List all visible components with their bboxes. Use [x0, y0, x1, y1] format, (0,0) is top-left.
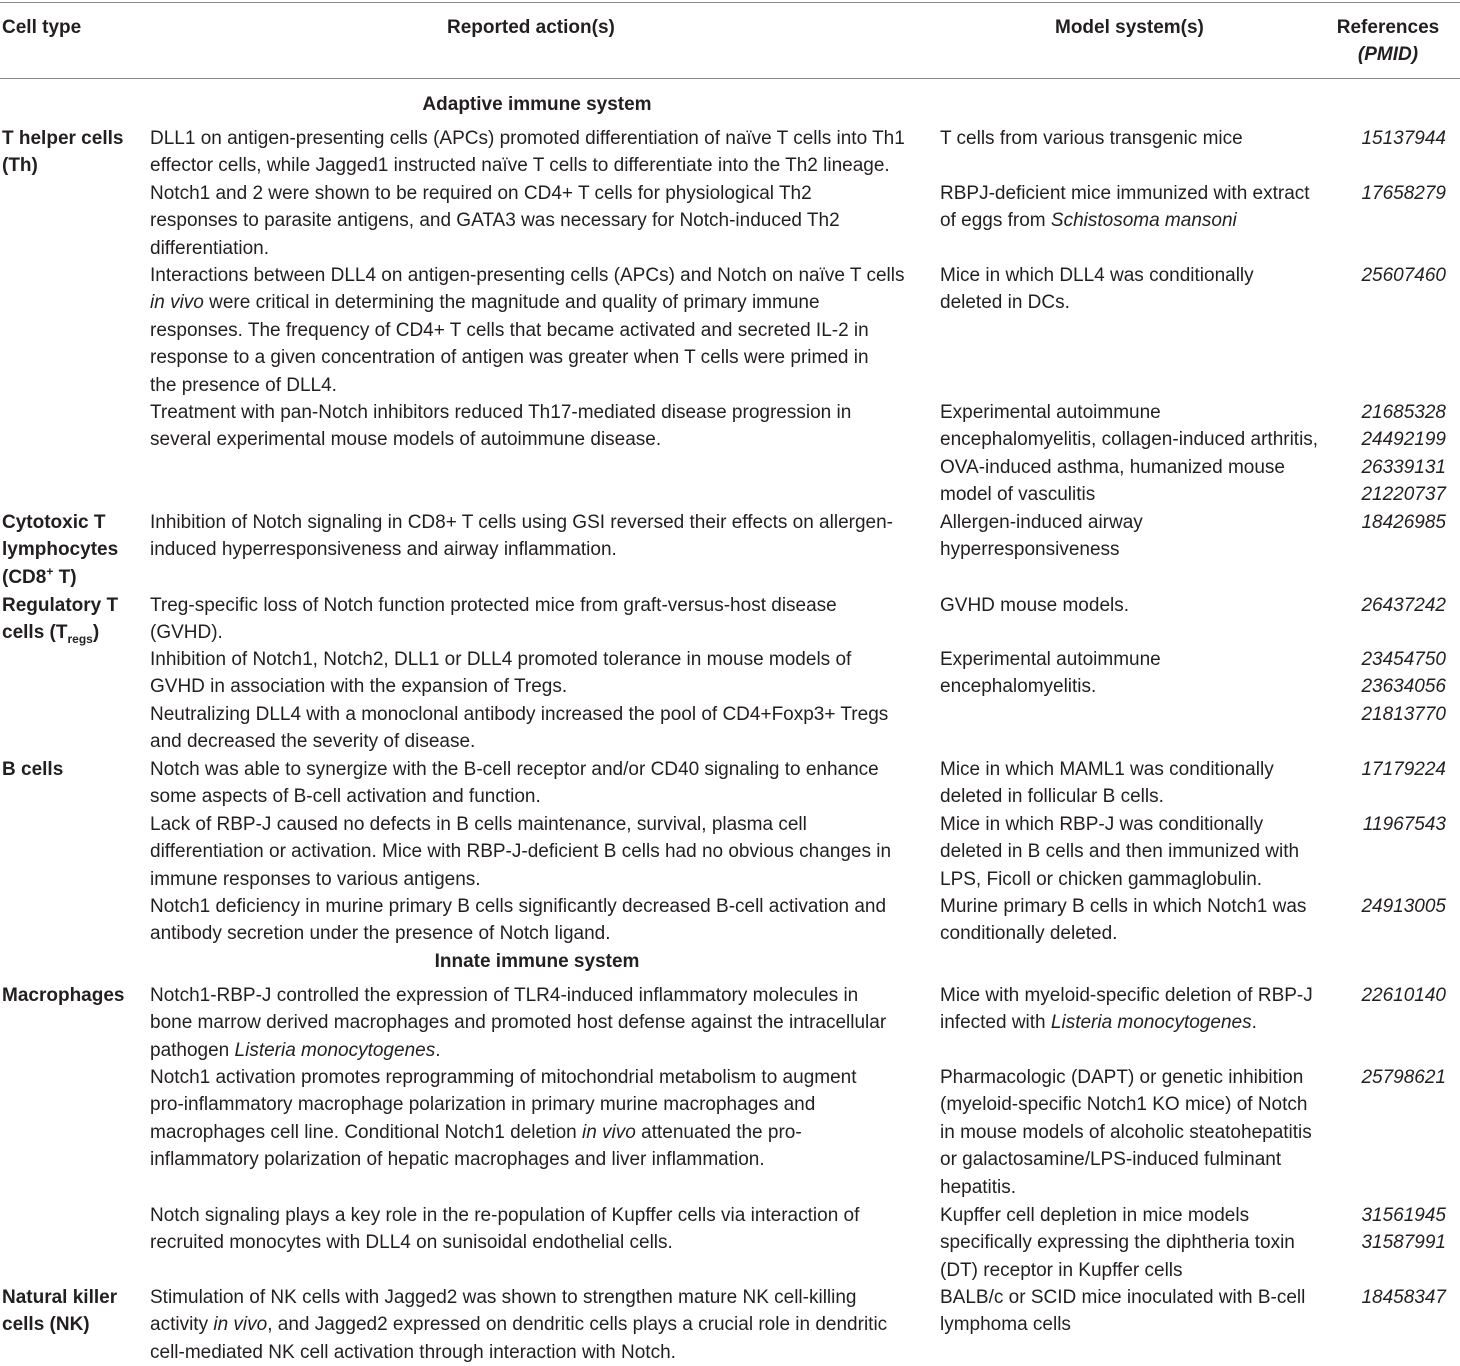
model-r1: T cells from various transgenic mice — [940, 128, 1243, 149]
action-r1: DLL1 on antigen-presenting cells (APCs) promoted differentiation of naïve T cells into Th1 effector cells, while Jagged1 instructed naïve T cells to differentiate into the Th2 lineage. — [150, 128, 905, 177]
model-r5: Allergen-induced airway hyperresponsiveness — [940, 512, 1143, 561]
refs-r7: 23454750 23634056 21813770 — [1361, 649, 1446, 725]
action-r13: Notch signaling plays a key role in the re-population of Kupffer cells via interaction of recruited monocytes with DLL4 on sunisoidal endothelial cells. — [150, 1205, 860, 1254]
header-references-label: References — [1336, 17, 1440, 38]
action-r7: Inhibition of Notch1, Notch2, DLL1 or DLL4 promoted tolerance in mouse models of GVHD in association with the expansion of Tregs. Neutralizing DLL4 with a monoclonal antibody increased the pool of CD4+Foxp3+ Tregs and decreased the severity of disease. — [150, 649, 889, 753]
model-r14: BALB/c or SCID mice inoculated with B-cell lymphoma cells — [940, 1287, 1306, 1336]
refs-r13: 31561945 31587991 — [1361, 1205, 1446, 1254]
refs-r10: 24913005 — [1361, 896, 1446, 917]
model-r9: Mice in which RBP-J was conditionally deleted in B cells and then immunized with LPS, Ficoll or chicken gammaglobulin. — [940, 814, 1300, 890]
cell-type-th: T helper cells (Th) — [2, 128, 124, 177]
action-r2: Notch1 and 2 were shown to be required on CD4+ T cells for physiological Th2 responses to parasite antigens, and GATA3 was necessary for Notch-induced Th2 differentiation. — [150, 183, 840, 259]
refs-r3: 25607460 — [1361, 265, 1446, 286]
model-r3: Mice in which DLL4 was conditionally deleted in DCs. — [940, 265, 1254, 314]
refs-r9: 11967543 — [1362, 814, 1446, 835]
action-r5: Inhibition of Notch signaling in CD8+ T cells using GSI reversed their effects on allergen- induced hyperresponsiveness and airway inflammation. — [150, 512, 893, 561]
header-reported-actions: Reported action(s) — [447, 17, 615, 38]
model-r2: RBPJ-deficient mice immunized with extract of eggs from Schistosoma mansoni — [940, 183, 1310, 232]
refs-r12: 25798621 — [1361, 1067, 1446, 1088]
model-r12: Pharmacologic (DAPT) or genetic inhibition (myeloid-specific Notch1 KO mice) of Notch in mouse models of alcoholic steatohepatitis or galactosamine/LPS-induced fulminant hepatitis. — [940, 1067, 1312, 1198]
model-r13: Kupffer cell depletion in mice models specifically expressing the diphtheria toxin (DT) receptor in Kupffer cells — [940, 1205, 1295, 1281]
action-r3: Interactions between DLL4 on antigen-presenting cells (APCs) and Notch on naïve T cells in vivo were critical in determining the magnitude and quality of primary immune responses. The frequency of CD4+ T cells that became activated and secreted IL-2 in response to a given concentration of antigen was greater when T cells were primed in the presence of DLL4. — [150, 265, 905, 396]
action-r10: Notch1 deficiency in murine primary B cells significantly decreased B-cell activation and antibody secretion under the presence of Notch ligand. — [150, 896, 887, 945]
action-r6: Treg-specific loss of Notch function protected mice from graft-versus-host disease (GVHD). — [150, 595, 837, 644]
header-references — [1328, 14, 1448, 69]
model-r4: Experimental autoimmune encephalomyelitis, collagen-induced arthritis, OVA-induced asthma, humanized mouse model of vasculitis — [940, 402, 1319, 506]
action-r4: Treatment with pan-Notch inhibitors reduced Th17-mediated disease progression in several experimental mouse models of autoimmune disease. — [150, 402, 852, 451]
refs-r5: 18426985 — [1361, 512, 1446, 533]
refs-r14: 18458347 — [1361, 1287, 1446, 1308]
action-r14: Stimulation of NK cells with Jagged2 was shown to strengthen mature NK cell-killing activity in vivo, and Jagged2 expressed on dendritic cells plays a crucial role in dendritic cell-mediated NK cell activation through interaction with Notch. — [150, 1287, 888, 1363]
action-r9: Lack of RBP-J caused no defects in B cells maintenance, survival, plasma cell differentiation or activation. Mice with RBP-J-deficient B cells had no obvious changes in immune responses to various antigens. — [150, 814, 892, 890]
refs-r6: 26437242 — [1361, 595, 1446, 616]
section-adaptive: Adaptive immune system — [422, 94, 652, 115]
refs-r2: 17658279 — [1361, 183, 1446, 204]
header-rule — [0, 78, 1460, 79]
refs-r1: 15137944 — [1361, 128, 1446, 149]
refs-r4: 21685328 24492199 26339131 21220737 — [1361, 402, 1446, 506]
header-model-systems: Model system(s) — [1055, 17, 1204, 38]
cell-type-ctl: Cytotoxic T lymphocytes (CD8+ T) — [2, 512, 119, 588]
cell-type-macrophages: Macrophages — [2, 985, 125, 1006]
model-r6: GVHD mouse models. — [940, 595, 1130, 616]
header-pmid-label: (PMID) — [1357, 44, 1419, 66]
cell-type-b: B cells — [2, 759, 64, 780]
top-rule — [0, 2, 1460, 3]
action-r11: Notch1-RBP-J controlled the expression of TLR4-induced inflammatory molecules in bone marrow derived macrophages and promoted host defense against the intracellular pathogen Listeria monocytogenes. — [150, 985, 887, 1061]
refs-r11: 22610140 — [1361, 985, 1446, 1006]
model-r10: Murine primary B cells in which Notch1 was conditionally deleted. — [940, 896, 1307, 945]
model-r11: Mice with myeloid-specific deletion of RBP-J infected with Listeria monocytogenes. — [940, 985, 1313, 1034]
action-r12: Notch1 activation promotes reprogramming of mitochondrial metabolism to augment pro-inflammatory macrophage polarization in primary murine macrophages and macrophages cell line. Conditional Notch1 deletion in vivo attenuated the pro- inflammatory polarization of hepatic macrophages and liver inflammation. — [150, 1067, 857, 1171]
model-r8: Mice in which MAML1 was conditionally deleted in follicular B cells. — [940, 759, 1274, 808]
cell-type-treg: Regulatory T cells $(T_{regs})$ — [2, 595, 119, 647]
section-innate: Innate immune system — [434, 951, 640, 972]
action-r8: Notch was able to synergize with the B-cell receptor and/or CD40 signaling to enhance some aspects of B-cell activation and function. — [150, 759, 879, 808]
cell-type-nk: Natural killer cells (NK) — [2, 1287, 118, 1336]
model-r7: Experimental autoimmune encephalomyelitis. — [940, 649, 1161, 698]
header-cell-type: Cell type — [2, 17, 82, 38]
refs-r8: 17179224 — [1361, 759, 1446, 780]
